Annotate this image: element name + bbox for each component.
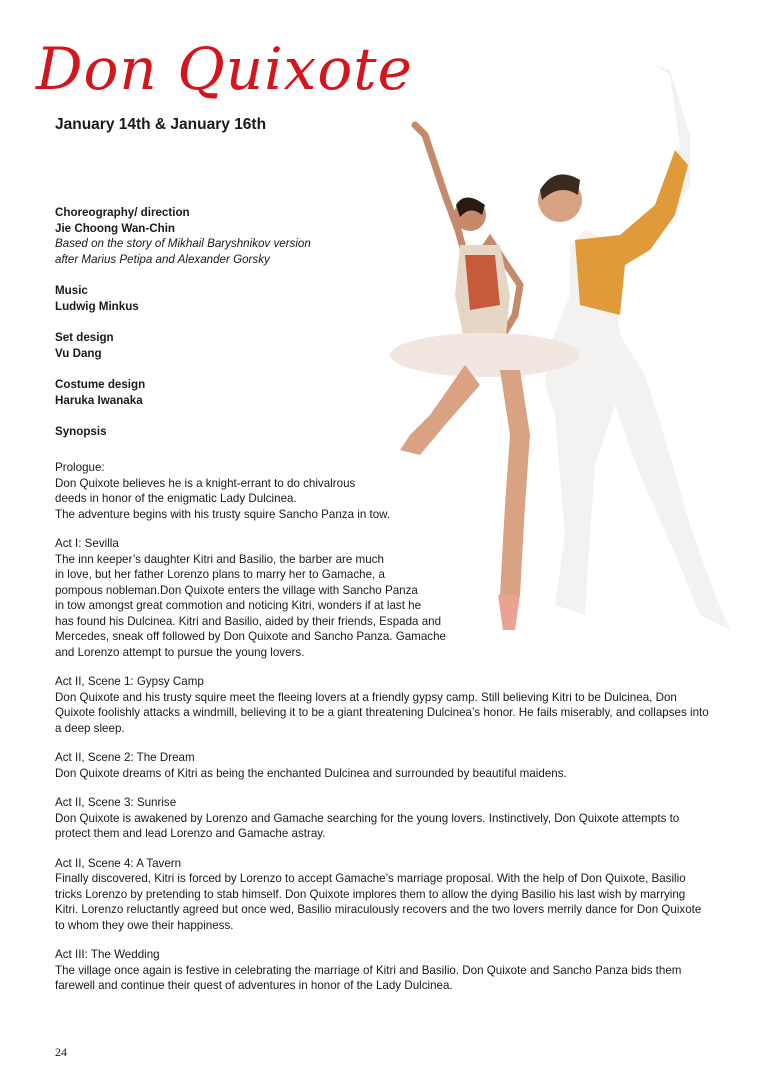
section-line: and Lorenzo attempt to pursue the young lovers.: [55, 645, 305, 659]
choreography-label: Choreography/ direction: [55, 206, 190, 219]
section-line: in tow amongst great commotion and noticing Kitri, wonders if at last he: [55, 599, 422, 612]
section-heading: Act II, Scene 2: The Dream: [55, 751, 195, 764]
section-heading: Act I: Sevilla: [55, 537, 119, 550]
page-title: Don Quixote: [36, 35, 413, 103]
synopsis-section: [55, 750, 715, 781]
section-line: farewell and continue their quest of adventures in honor of the Lady Dulcinea.: [55, 979, 453, 992]
synopsis-section: [55, 856, 715, 934]
choreographer-name: Jie Choong Wan-Chin: [55, 221, 176, 235]
section-line: The village once again is festive in celebrating the marriage of Kitri and Basilio. Don Quixote and Sancho Panza bids them: [55, 963, 682, 977]
section-line: has found his Dulcinea. Kitri and Basilio, aided by their friends, Espada and: [55, 614, 442, 628]
choreography-note-2: after Marius Petipa and Alexander Gorsky: [55, 252, 270, 266]
section-line: Quixote foolishly attacks a windmill, believing it to be a giant threatening Dulcinea’s honor. He fails miserably, and collapses into: [55, 706, 709, 719]
page-number: 24: [55, 1045, 67, 1059]
section-heading: Prologue:: [55, 461, 105, 474]
composer-name: Ludwig Minkus: [55, 299, 139, 313]
costume-design-label: Costume design: [55, 378, 146, 391]
section-line: Don Quixote and his trusty squire meet the fleeing lovers at a friendly gypsy camp. Still believing Kitri to be Dulcinea, Don: [55, 690, 677, 704]
synopsis-section: [55, 795, 715, 842]
section-heading: Act II, Scene 3: Sunrise: [55, 796, 177, 809]
section-heading: Act III: The Wedding: [55, 948, 160, 961]
section-line: pompous nobleman.Don Quixote enters the village with Sancho Panza: [55, 583, 418, 597]
section-line: Kitri. Lorenzo reluctantly agreed but once wed, Basilio miraculously recovers and the two lovers merrily dance for Don Quixote: [55, 903, 702, 916]
section-line: The adventure begins with his trusty squire Sancho Panza in tow.: [55, 507, 391, 521]
section-heading: Act II, Scene 1: Gypsy Camp: [55, 675, 204, 688]
choreography-note-1: Based on the story of Mikhail Baryshnikov version: [55, 237, 311, 250]
section-line: Don Quixote dreams of Kitri as being the enchanted Dulcinea and surrounded by beautiful maidens.: [55, 766, 567, 780]
section-line: Finally discovered, Kitri is forced by Lorenzo to accept Gamache’s marriage proposal. With the help of Don Quixote, Basilio: [55, 872, 686, 885]
section-line: in love, but her father Lorenzo plans to marry her to Gamache, a: [55, 568, 385, 581]
credits-block: [55, 205, 395, 456]
synopsis-body: [55, 460, 715, 1008]
section-line: to whom they owe their happiness.: [55, 918, 234, 932]
synopsis-heading: Synopsis: [55, 425, 107, 438]
section-line: tricks Lorenzo by pretending to stab himself. Don Quixote implores them to allow the dying Basilio his last wish by marrying: [55, 887, 686, 901]
synopsis-section: [55, 674, 715, 736]
music-label: Music: [55, 284, 88, 297]
section-line: deeds in honor of the enigmatic Lady Dulcinea.: [55, 492, 297, 505]
synopsis-section: [55, 947, 715, 994]
costume-designer-name: Haruka Iwanaka: [55, 393, 143, 407]
section-line: The inn keeper’s daughter Kitri and Basilio, the barber are much: [55, 552, 384, 566]
section-line: Don Quixote is awakened by Lorenzo and Gamache searching for the young lovers. Instinctively, Don Quixote attempts to: [55, 811, 680, 825]
set-design-label: Set design: [55, 331, 114, 344]
section-line: a deep sleep.: [55, 721, 125, 735]
synopsis-section: [55, 536, 715, 660]
section-line: Don Quixote believes he is a knight-errant to do chivalrous: [55, 476, 356, 490]
set-designer-name: Vu Dang: [55, 346, 102, 360]
section-heading: Act II, Scene 4: A Tavern: [55, 856, 182, 870]
section-line: Mercedes, sneak off followed by Don Quixote and Sancho Panza. Gamache: [55, 630, 446, 643]
section-line: protect them and lead Lorenzo and Gamache astray.: [55, 827, 326, 840]
synopsis-section: [55, 460, 715, 522]
performance-dates: January 14th & January 16th: [55, 116, 267, 133]
